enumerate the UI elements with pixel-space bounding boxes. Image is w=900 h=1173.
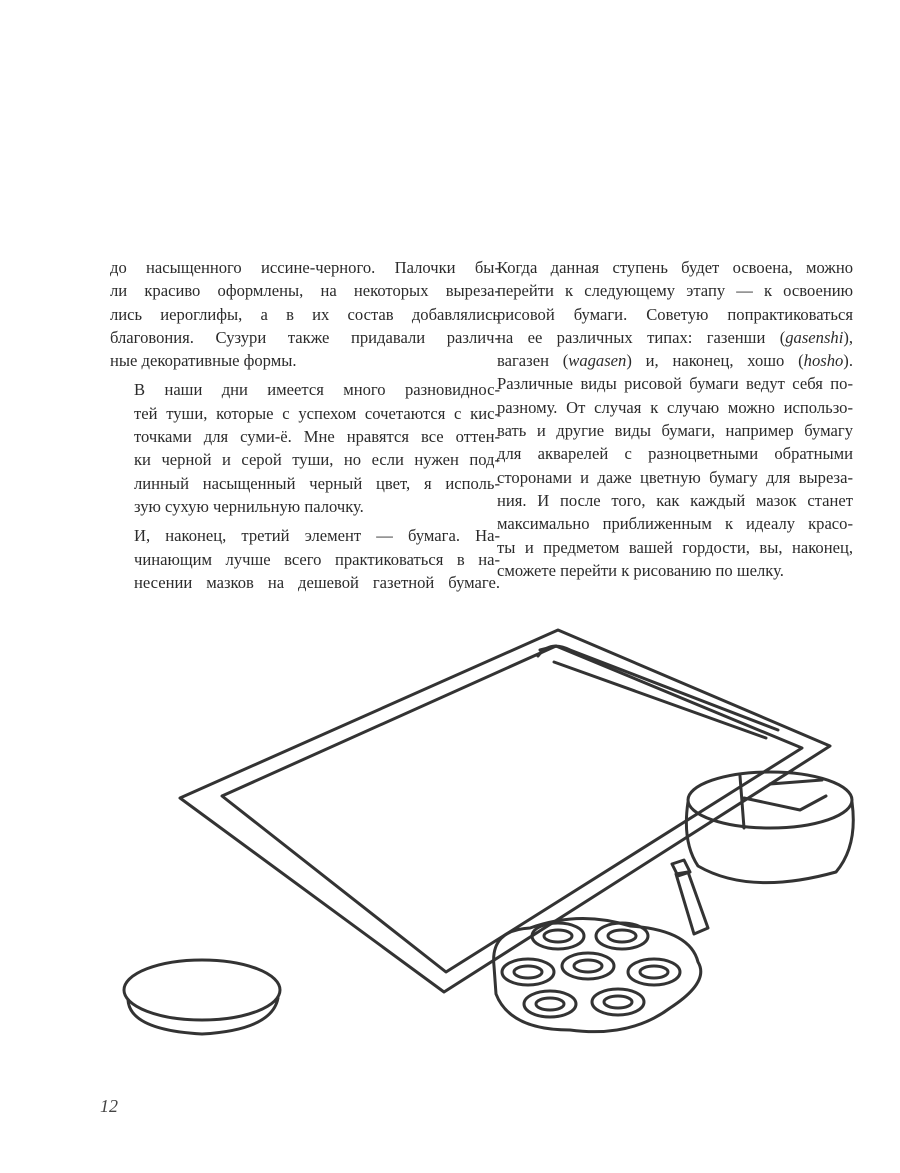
paper-board-drawing [180, 630, 830, 992]
term-hosho: hosho [803, 351, 844, 371]
paragraph-2 [110, 378, 500, 518]
left-text-column [110, 256, 500, 594]
page-number: 12 [100, 1096, 118, 1116]
text-line: точками для суми-ё. Мне нравятся все оттен- [134, 427, 500, 447]
text-line: вагазен (wagasen) и, наконец, хошо (hosho). [497, 351, 853, 371]
text-line: В наши дни имеется много разновиднос- [134, 380, 500, 400]
term-wagasen: wagasen [568, 351, 627, 371]
ink-bowl-drawing [686, 772, 853, 883]
text-line: линный насыщенный черный цвет, я исполь- [134, 473, 500, 493]
text-line: благовония. Сузури также придавали различ- [110, 327, 500, 347]
right-text-column [497, 256, 853, 582]
text-line: ты и предметом вашей гордости, вы, наконец, [497, 537, 853, 557]
text-line: ли красиво оформлены, на некоторых выреза- [110, 281, 500, 301]
text-line: рисовой бумаги. Советую попрактиковаться [497, 304, 853, 324]
paragraph-3 [110, 524, 500, 594]
text-line: Различные виды рисовой бумаги ведут себя по- [497, 374, 853, 394]
text-line: максимально приближенным к идеалу красо- [497, 514, 853, 534]
text-line: ные декоративные формы. [110, 351, 297, 371]
paragraph-4 [497, 256, 853, 582]
text-line: Когда данная ступень будет освоена, можно [497, 258, 853, 277]
text-line: чинающим лучше всего практиковаться в на- [134, 549, 500, 569]
palette-drawing [494, 918, 701, 1031]
ink-tube-drawing [672, 860, 708, 934]
text-line: лись иероглифы, а в их состав добавлялись [110, 304, 500, 324]
term-gasenshi: gasenshi [785, 327, 844, 347]
sumi-e-tools-illustration [110, 610, 870, 1060]
paragraph-1 [110, 256, 500, 372]
water-dish-drawing [124, 960, 280, 1034]
text-line: сможете перейти к рисованию по шелку. [497, 560, 784, 580]
text-line: И, наконец, третий элемент — бумага. На- [134, 526, 500, 546]
text-line: перейти к следующему этапу — к освоению [497, 281, 853, 301]
text-line: ния. И после того, как каждый мазок станет [497, 490, 853, 510]
text-line: несении мазков на дешевой газетной бумаге. [134, 572, 500, 592]
text-line: зую сухую чернильную палочку. [134, 496, 364, 516]
text-line: сторонами и даже цветную бумагу для выреза- [497, 467, 853, 487]
text-line: разному. От случая к случаю можно использо- [497, 397, 853, 417]
text-line: на ее различных типах: газенши (gasenshi), [497, 327, 853, 347]
text-line: ки черной и серой туши, но если нужен под- [134, 450, 500, 470]
text-line: вать и другие виды бумаги, например бумагу [497, 421, 853, 441]
text-line: до насыщенного иссине-черного. Палочки бы- [110, 258, 500, 277]
text-line: для акварелей с разноцветными обратными [497, 444, 853, 464]
text-line: тей туши, которые с успехом сочетаются с кис- [134, 403, 500, 423]
